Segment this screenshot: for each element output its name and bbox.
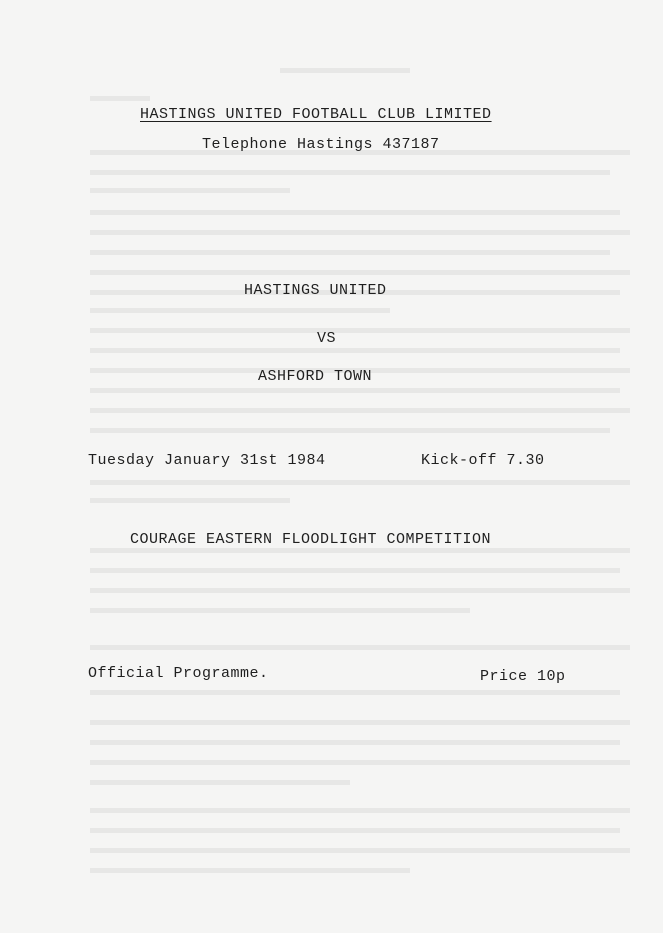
telephone-line: Telephone Hastings 437187	[202, 136, 440, 153]
match-date: Tuesday January 31st 1984	[88, 452, 326, 469]
kickoff-time: Kick-off 7.30	[421, 452, 545, 469]
versus-label: VS	[317, 330, 337, 347]
price-label: Price 10p	[480, 668, 566, 685]
competition-name: COURAGE EASTERN FLOODLIGHT COMPETITION	[130, 531, 492, 548]
programme-label: Official Programme.	[88, 665, 269, 682]
home-team: HASTINGS UNITED	[244, 282, 387, 299]
club-name-heading: HASTINGS UNITED FOOTBALL CLUB LIMITED	[140, 106, 492, 123]
away-team: ASHFORD TOWN	[258, 368, 373, 385]
